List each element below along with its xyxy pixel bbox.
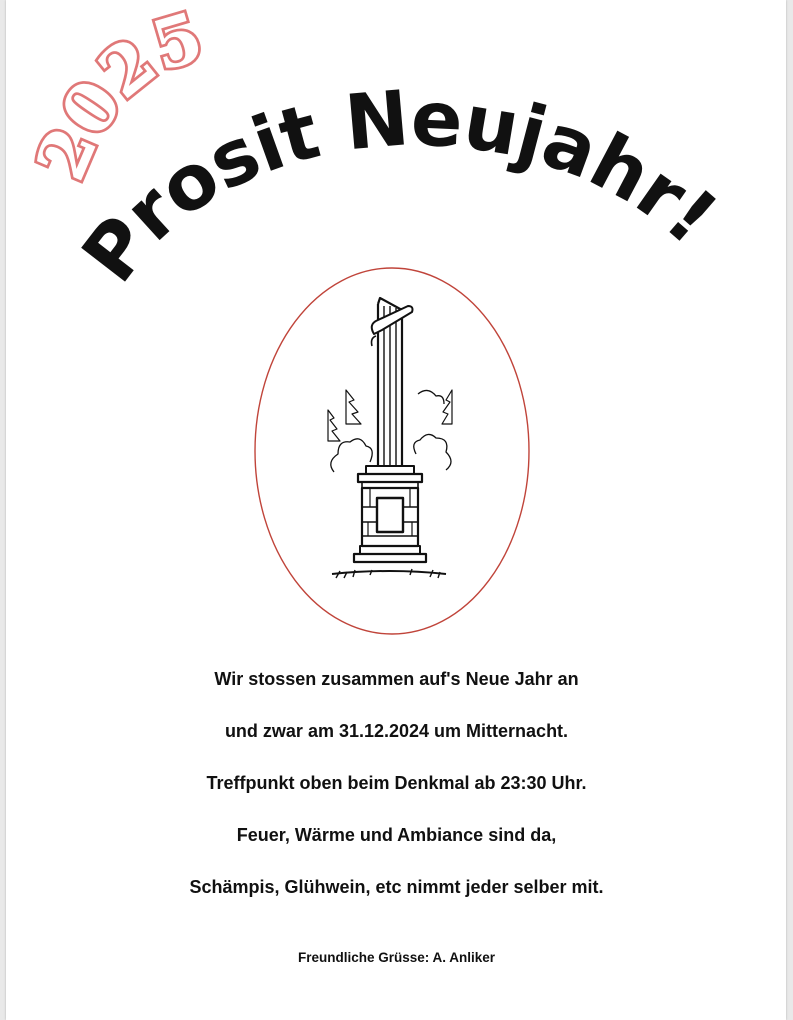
monument-column-icon <box>328 298 452 578</box>
monument-emblem <box>250 262 540 640</box>
invitation-line: und zwar am 31.12.2024 um Mitternacht. <box>224 721 569 741</box>
year-headline: 2025 <box>21 0 212 192</box>
invitation-line: Treffpunkt oben beim Denkmal ab 23:30 Uhr. <box>206 773 587 793</box>
invitation-line: Schämpis, Glühwein, etc nimmt jeder selber mit. <box>189 877 604 897</box>
invitation-line: Feuer, Wärme und Ambiance sind da, <box>236 825 557 845</box>
title-headline: Prosit Neujahr! <box>64 73 734 299</box>
headline <box>0 0 793 300</box>
invitation-text <box>0 666 793 926</box>
invitation-line: Wir stossen zusammen auf's Neue Jahr an <box>214 669 579 689</box>
greeting-signature: Freundliche Grüsse: A. Anliker <box>297 950 496 965</box>
